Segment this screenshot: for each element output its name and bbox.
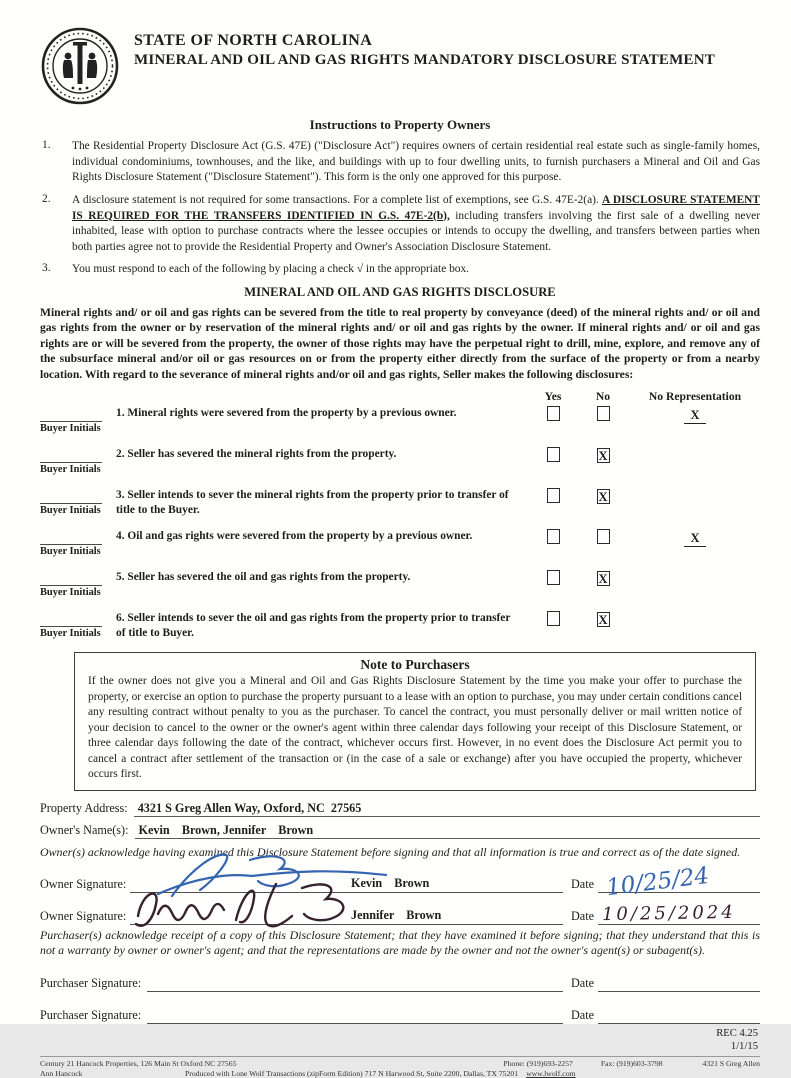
- disclosure-question: 1. Mineral rights were severed from the property by a previous owner.: [116, 407, 457, 420]
- date-label: Date: [570, 975, 594, 990]
- property-address-field[interactable]: 4321 S Greg Allen Way, Oxford, NC 27565: [134, 801, 760, 817]
- instruction-item-1: [40, 139, 760, 186]
- item-number: 2.: [42, 192, 51, 205]
- no-representation-column-header: No Representation: [648, 390, 742, 404]
- owner-signature-row-2: [40, 896, 760, 925]
- note-body: If the owner does not give you a Mineral and Oil and Gas Rights Disclosure Statement by the time you make your offer to purchase the property, or exercise an option to purchase the property pursuant to a lease with an option to purchase, you may under certain conditions cancel any resulting contract without penalty to you as the purchaser. To cancel the contract, you must personally deliver or mail written notice of your decision to cancel to the owner or the owner's agent within three calendar days following your receipt of this Disclosure Statement, or three calendar days following the date of the contract, whichever occurs first. However, in no event does the Disclosure Act permit you to cancel a contract after settlement of the transaction or (in the case of a sale or exchange) after you have occupied the property, whichever occurs first.: [88, 675, 742, 781]
- revision-date: 1/1/15: [730, 1041, 758, 1053]
- owner2-date-written: 10/25/2024: [601, 901, 736, 926]
- purchaser-signature-label: Purchaser Signature:: [40, 975, 142, 990]
- buyer-initials-cell: [40, 626, 116, 639]
- item-text-emphasis: A DISCLOSURE STATEMENT IS REQUIRED FOR THE TRANSFERS IDENTIFIED IN G.S. 47E-2(b),: [72, 193, 761, 222]
- owner-names-field[interactable]: Kevin Brown, Jennifer Brown: [135, 823, 761, 839]
- item-text-segment: including transfers involving the first sale of a dwelling never inhabited, lease with option to purchase contracts where the lessee occupies or intends to occupy the dwelling, and transfers between parties when both parties agree not to provide the Residential Property and Owner's Association Disclosure Statement.: [72, 209, 761, 253]
- date-label: Date: [570, 1007, 594, 1022]
- purchaser2-date-field[interactable]: [598, 998, 760, 1024]
- item-text: [72, 193, 760, 256]
- disclosure-row: [40, 447, 760, 482]
- item-number: 1.: [42, 139, 51, 151]
- item-text: [72, 262, 760, 278]
- disclosure-intro: Mineral rights and/ or oil and gas rights can be severed from the title to real property by conveyance (deed) of the mineral rights and/ or oil and gas rights from the owner or by reservation of the mineral rights and/ or oil and gas rights by the owner. If mineral rights and/ or oil and gas rights are or will be severed from the property, the owner of those rights may have the perpetual right to drill, mine, explore, and remove any of the subsurface mineral and/or oil or gas resources on or from the property either directly from the surface of the property or from a nearby location. With regard to the severance of mineral rights and/or oil and gas rights, Seller makes the following disclosures:: [40, 306, 760, 381]
- state-title: STATE OF NORTH CAROLINA: [134, 32, 373, 49]
- date-label: Date: [570, 909, 594, 923]
- no-checkbox[interactable]: X: [598, 449, 608, 464]
- buyer-initials-field[interactable]: [40, 626, 102, 627]
- owner2-date-field[interactable]: [598, 899, 760, 925]
- buyer-initials-field[interactable]: [40, 462, 102, 463]
- item-text: [72, 139, 760, 186]
- buyer-initials-label: Buyer Initials: [40, 587, 101, 599]
- disclosure-heading: MINERAL AND OIL AND GAS RIGHTS DISCLOSURE: [244, 285, 556, 299]
- buyer-initials-field[interactable]: [40, 503, 102, 504]
- form-revision-block: [40, 1027, 760, 1053]
- produced-with-text: Produced with Lone Wolf Transactions (zipForm Edition) 717 N Harwood St, Suite 2200, Dallas, TX 75201: [185, 1069, 519, 1078]
- office-fax: Fax: (919)603-3798: [600, 1059, 663, 1069]
- buyer-initials-label: Buyer Initials: [40, 464, 101, 476]
- item-text-segment: The Residential Property Disclosure Act (G.S. 47E) ("Disclosure Act") requires owners of certain residential real estate such as single-family homes, individual condominiums, townhouses, and the like, and buildings with up to four dwelling units, to furnish purchasers a Mineral and Oil and Gas Rights Disclosure Statement ("Disclosure Statement"). This form is the only one approved for this purpose.: [72, 140, 760, 184]
- owner-acknowledgment: Owner(s) acknowledge having examined this Disclosure Statement before signing and that all information is true and correct as of the date signed.: [40, 844, 741, 859]
- owner-signature-row-1: [40, 862, 760, 902]
- owner-signature-field-1[interactable]: [130, 867, 563, 893]
- buyer-initials-cell: [40, 544, 116, 557]
- form-footer: [40, 1056, 760, 1078]
- disclosure-row: [40, 570, 760, 605]
- buyer-initials-cell: [40, 421, 116, 434]
- form-title: MINERAL AND OIL AND GAS RIGHTS MANDATORY DISCLOSURE STATEMENT: [134, 52, 715, 68]
- buyer-initials-cell: [40, 585, 116, 598]
- no-checkbox[interactable]: X: [598, 613, 608, 628]
- disclosure-question: 4. Oil and gas rights were severed from the property by a previous owner.: [116, 530, 473, 543]
- property-address-row: [40, 801, 760, 817]
- yes-checkbox[interactable]: [547, 447, 560, 462]
- purchaser-signature-row-1: [40, 963, 760, 992]
- no-checkbox[interactable]: X: [598, 490, 608, 505]
- buyer-initials-label: Buyer Initials: [40, 628, 101, 640]
- yes-column-header: Yes: [544, 390, 562, 404]
- owner-signature-label: Owner Signature:: [40, 877, 127, 891]
- no-checkbox[interactable]: [597, 529, 610, 544]
- instructions-heading: Instructions to Property Owners: [309, 117, 491, 132]
- instructions-list: [40, 139, 760, 278]
- owner-names-label: Owner's Name(s):: [40, 822, 129, 837]
- no-checkbox[interactable]: [597, 406, 610, 421]
- disclosure-row: [40, 406, 760, 441]
- instruction-item-2: [40, 193, 760, 256]
- yes-checkbox[interactable]: [547, 488, 560, 503]
- item-text-segment: A disclosure statement is not required for some transactions. For a complete list of exemptions, see G.S. 47E-2(a).: [72, 193, 603, 206]
- disclosure-row: [40, 488, 760, 523]
- buyer-initials-label: Buyer Initials: [40, 505, 101, 517]
- note-heading: Note to Purchasers: [360, 657, 470, 673]
- nc-real-estate-commission-seal-icon: [40, 26, 120, 111]
- owner-signature-label: Owner Signature:: [40, 909, 127, 923]
- buyer-initials-cell: [40, 462, 116, 475]
- disclosure-row: [40, 529, 760, 564]
- yes-checkbox[interactable]: [547, 611, 560, 626]
- office-info: Century 21 Hancock Properties, 126 Main St Oxford NC 27565: [40, 1059, 237, 1069]
- item-number: 3.: [42, 262, 51, 275]
- disclosure-question: 3. Seller intends to sever the mineral rights from the property prior to transfer of title to the Buyer.: [116, 489, 509, 517]
- buyer-initials-field[interactable]: [40, 421, 102, 422]
- purchaser-signature-row-2: [40, 995, 760, 1024]
- no-representation-mark[interactable]: X: [684, 531, 705, 547]
- buyer-initials-label: Buyer Initials: [40, 423, 101, 435]
- purchaser-signature-field-2[interactable]: [147, 998, 563, 1024]
- disclosure-rows: [40, 406, 760, 646]
- instruction-item-3: [40, 262, 760, 278]
- disclosure-row: [40, 611, 760, 646]
- owner2-typed-name: Jennifer Brown: [350, 908, 442, 922]
- purchaser-signature-label: Purchaser Signature:: [40, 1007, 142, 1022]
- yes-checkbox[interactable]: [547, 570, 560, 585]
- owner1-date-field[interactable]: [598, 862, 760, 902]
- purchaser-signature-field-1[interactable]: [147, 966, 563, 992]
- yes-checkbox[interactable]: [547, 529, 560, 544]
- purchaser1-date-field[interactable]: [598, 966, 760, 992]
- buyer-initials-field[interactable]: [40, 585, 102, 586]
- lwolf-link[interactable]: www.lwolf.com: [526, 1069, 576, 1078]
- no-checkbox[interactable]: X: [598, 572, 608, 587]
- owner1-typed-name: Kevin Brown: [350, 876, 430, 890]
- disclosure-question: 2. Seller has severed the mineral rights from the property.: [116, 448, 397, 461]
- rec-number: REC 4.25: [716, 1027, 758, 1039]
- buyer-initials-field[interactable]: [40, 544, 102, 545]
- form-header: [40, 26, 760, 111]
- purchaser-acknowledgment: Purchaser(s) acknowledge receipt of a copy of this Disclosure Statement; that they have examined it before signing; that they understand that this is not a warranty by owner or owner's agent; and that the representations are made by the owner and not the owner's agent(s) or subagent(s).: [40, 928, 760, 958]
- owner1-date-written: 10/25/24: [604, 862, 711, 902]
- note-to-purchasers-box: [74, 652, 756, 791]
- date-label: Date: [570, 877, 594, 891]
- disclosure-column-headers: [40, 390, 760, 403]
- agent-name: Ann Hancock: [40, 1069, 83, 1078]
- footer-page-ref: 4321 S Greg Allen: [702, 1059, 760, 1069]
- property-address-label: Property Address:: [40, 800, 128, 815]
- no-column-header: No: [595, 390, 611, 404]
- buyer-initials-label: Buyer Initials: [40, 546, 101, 558]
- disclosure-question: 6. Seller intends to sever the oil and gas rights from the property prior to transfer of title to Buyer.: [116, 612, 511, 640]
- yes-checkbox[interactable]: [547, 406, 560, 421]
- owner-names-row: [40, 823, 760, 839]
- buyer-initials-cell: [40, 503, 116, 516]
- no-representation-mark[interactable]: X: [684, 408, 705, 424]
- item-text-segment: You must respond to each of the following by placing a check √ in the appropriate box.: [72, 263, 470, 276]
- office-phone: Phone: (919)693-2257: [503, 1059, 573, 1069]
- owner-signature-field-2[interactable]: [130, 899, 563, 925]
- disclosure-question: 5. Seller has severed the oil and gas rights from the property.: [116, 571, 411, 584]
